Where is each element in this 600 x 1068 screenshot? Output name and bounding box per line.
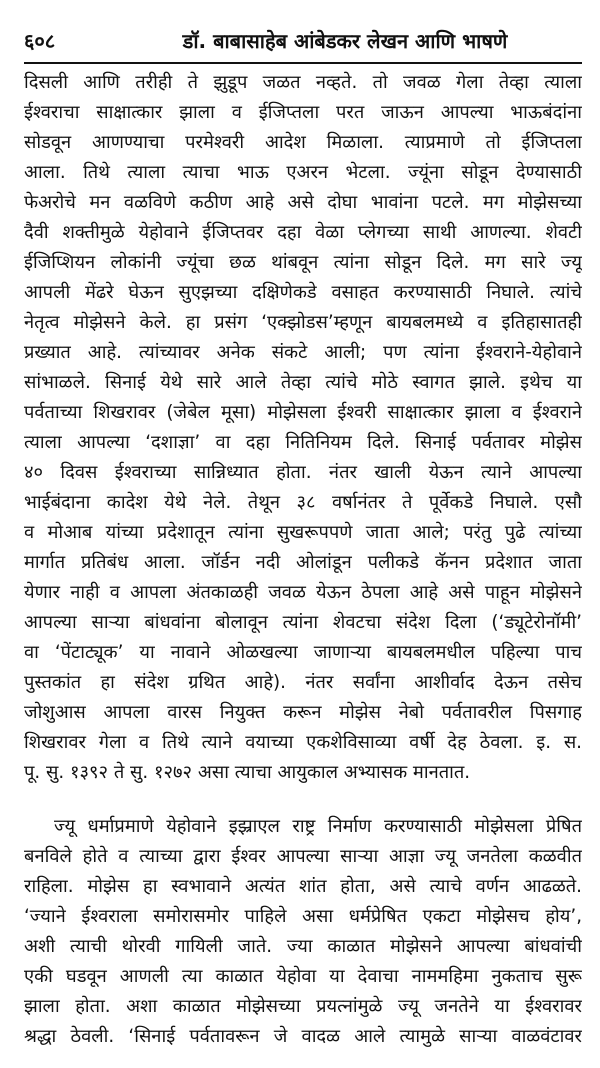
text-line: ४० दिवस ईश्वराच्या सान्निध्यात होता. नंतर खाली येऊन त्याने आपल्या <box>24 462 582 483</box>
text-line: आला. तिथे त्याला त्याचा भाऊ एअरन भेटला. ज्यूंना सोडून देण्यासाठी <box>24 162 582 183</box>
text-line: पू. सु. १३९२ ते सु. १२७२ असा त्याचा आयुकाल अभ्यासक मानतात. <box>24 762 471 783</box>
page-body <box>24 68 582 1052</box>
text-line: बनविले होते व त्याच्या द्वारा ईश्वर आपल्या साऱ्या आज्ञा ज्यू जनतेला कळवीत <box>24 846 582 867</box>
text-line: एकी घडवून आणली त्या काळात येहोवा या देवाचा नाममहिमा नुकताच सुरू <box>24 966 582 987</box>
text-line: व मोआब यांच्या प्रदेशातून त्यांना सुखरूपपणे जाता आले; परंतु पुढे त्यांच्या <box>24 522 582 543</box>
text-line: अशी त्याची थोरवी गायिली जाते. ज्या काळात मोझेसने आपल्या बांधवांची <box>24 936 582 957</box>
header-rule <box>24 62 582 64</box>
text-line: आपली मेंढरे घेऊन सुएझच्या दक्षिणेकडे वसाहत करण्यासाठी निघाले. त्यांचे <box>24 282 582 303</box>
text-line: प्रख्यात आहे. त्यांच्यावर अनेक संकटे आली; पण त्यांना ईश्वराने-येहोवाने <box>24 342 582 363</box>
text-line: येणार नाही व आपला अंतकाळही जवळ येऊन ठेपला आहे असे पाहून मोझेसने <box>24 582 582 603</box>
text-line: झाला होता. अशा काळात मोझेसच्या प्रयत्नांमुळे ज्यू जनतेने या ईश्वरावर <box>24 996 582 1017</box>
text-line: दिसली आणि तरीही ते झुडूप जळत नव्हते. तो जवळ गेला तेव्हा त्याला <box>24 72 582 93</box>
text-line: वा ‘पेंटाट्यूक’ या नावाने ओळखल्या जाणाऱ्या बायबलमधील पहिल्या पाच <box>24 642 582 663</box>
text-line: त्याला आपल्या ‘दशाज्ञा’ वा दहा नितिनियम दिले. सिनाई पर्वतावर मोझेस <box>24 432 582 453</box>
text-line: सोडवून आणण्याचा परमेश्वरी आदेश मिळाला. त्याप्रमाणे तो ईजिप्तला <box>24 132 582 153</box>
text-line: नेतृत्व मोझेसने केले. हा प्रसंग ‘एक्झोडस’म्हणून बायबलमध्ये व इतिहासातही <box>24 312 582 333</box>
running-title: डॉ. बाबासाहेब आंबेडकर लेखन आणि भाषणे <box>182 29 508 53</box>
text-line: राहिला. मोझेस हा स्वभावाने अत्यंत शांत होता, असे त्याचे वर्णन आढळते. <box>24 876 582 897</box>
page-number: ६०८ <box>24 29 56 53</box>
text-line: ईश्वराचा साक्षात्कार झाला व ईजिप्तला परत जाऊन आपल्या भाऊबंदांना <box>24 102 582 123</box>
text-line: शिखरावर गेला व तिथे त्याने वयाच्या एकशेविसाव्या वर्षी देह ठेवला. इ. स. <box>24 732 582 753</box>
text-line: जोशुआस आपला वारस नियुक्त करून मोझेस नेबो पर्वतावरील पिसगाह <box>24 702 582 723</box>
paragraph-2 <box>24 812 582 1052</box>
text-line: दैवी शक्तीमुळे येहोवाने ईजिप्तवर दहा वेळा प्लेगच्या साथी आणल्या. शेवटी <box>24 222 582 243</box>
text-line: ईजिप्शियन लोकांनी ज्यूंचा छळ थांबवून त्यांना सोडून दिले. मग सारे ज्यू <box>24 252 582 273</box>
text-line: आपल्या साऱ्या बांधवांना बोलावून त्यांना शेवटचा संदेश दिला (‘ड्यूटेरोनॉमी’ <box>24 612 582 633</box>
text-line: पुस्तकांत हा संदेश ग्रथित आहे). नंतर सर्वांना आशीर्वाद देऊन तसेच <box>24 672 582 693</box>
page-header <box>24 26 582 56</box>
text-line: फेअरोचे मन वळविणे कठीण आहे असे दोघा भावांना पटले. मग मोझेसच्या <box>24 192 582 213</box>
text-line: ज्यू धर्माप्रमाणे येहोवाने इझ्राएल राष्ट्र निर्माण करण्यासाठी मोझेसला प्रेषित <box>54 816 582 837</box>
text-line: सांभाळले. सिनाई येथे सारे आले तेव्हा त्यांचे मोठे स्वागत झाले. इथेच या <box>24 372 582 393</box>
text-line: पर्वताच्या शिखरावर (जेबेल मूसा) मोझेसला ईश्वरी साक्षात्कार झाला व ईश्वराने <box>24 402 582 423</box>
paragraph-1 <box>24 68 582 788</box>
text-line: भाईबंदाना कादेश येथे नेले. तेथून ३८ वर्षानंतर ते पूर्वेकडे निघाले. एसौ <box>24 492 582 513</box>
paragraph-gap <box>24 788 582 812</box>
text-line: ‘ज्याने ईश्वराला समोरासमोर पाहिले असा धर्मप्रेषित एकटा मोझेसच होय’, <box>24 906 582 927</box>
text-line: मार्गात प्रतिबंध आला. जॉर्डन नदी ओलांडून पलीकडे कॅनन प्रदेशात जाता <box>24 552 582 573</box>
text-line: श्रद्धा ठेवली. ‘सिनाई पर्वतावरून जे वादळ आले त्यामुळे साऱ्या वाळवंटावर <box>24 1026 582 1047</box>
